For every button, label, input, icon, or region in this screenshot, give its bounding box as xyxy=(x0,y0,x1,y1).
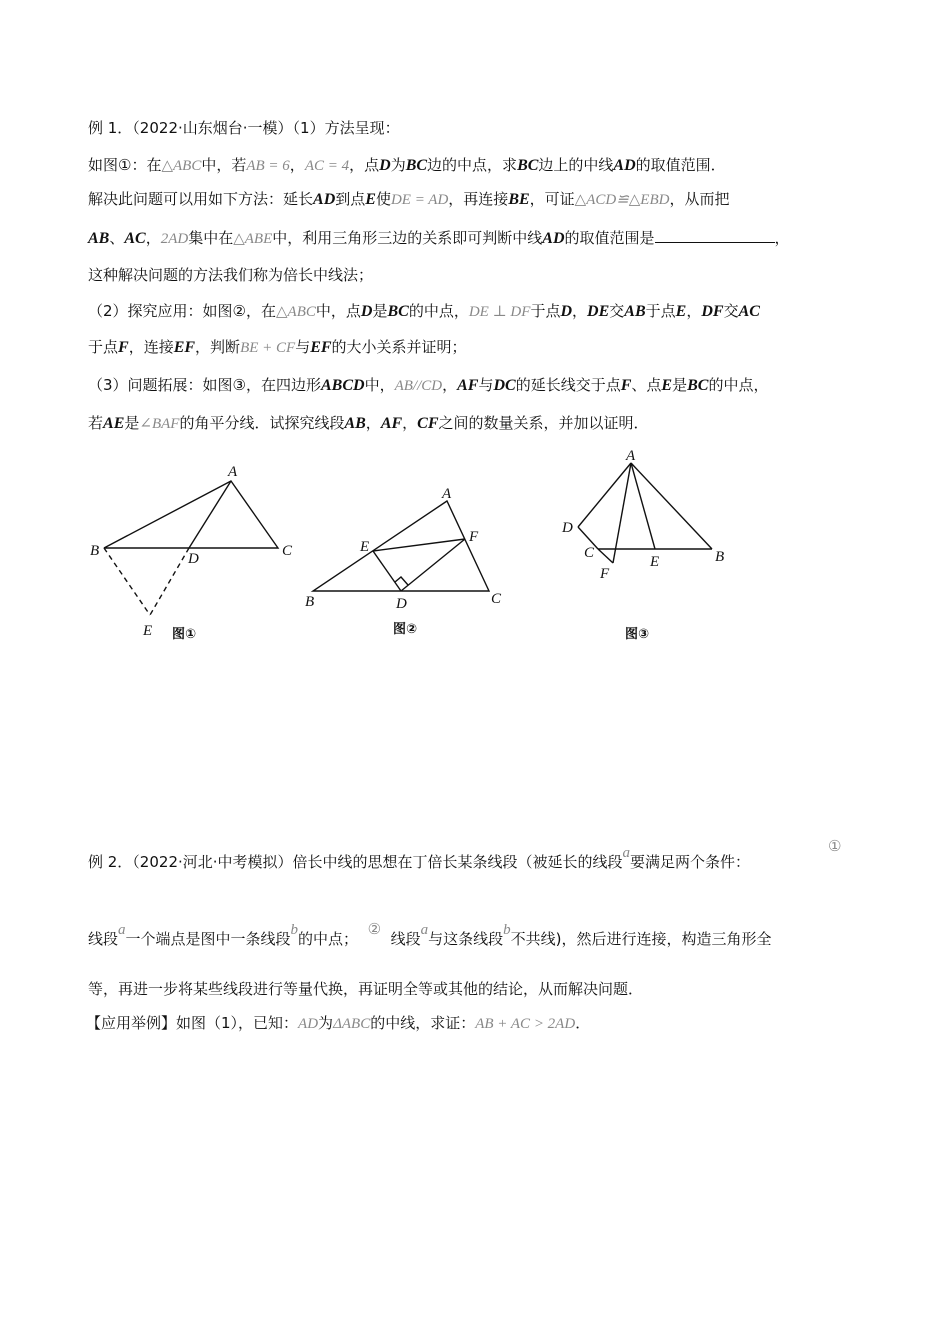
fig1-label-c: C xyxy=(282,543,293,559)
fig3-label-f: F xyxy=(600,566,610,582)
ex2-line-4: 【应用举例】如图（1），已知：AD为ΔABC的中线，求证：AB + AC > 2AD． xyxy=(86,1014,591,1032)
ex1-line-7: 于点F，连接EF，判断BE + CF与EF的大小关系并证明； xyxy=(88,338,467,356)
fig2-label-d: D xyxy=(396,596,407,612)
fig3-label-e: E xyxy=(650,554,660,570)
fig3-label-c: C xyxy=(584,545,595,561)
ex1-line-5: 这种解决问题的方法我们称为倍长中线法； xyxy=(88,266,374,284)
figure-3 xyxy=(578,463,712,563)
ex1-line-9: 若AE是∠BAF的角平分线．试探究线段AB，AF，CF之间的数量关系，并加以证明． xyxy=(88,414,649,432)
fig1-triangle-abc xyxy=(104,481,278,548)
fig1-label-e: E xyxy=(143,623,153,639)
ex1-line-3: 解决此问题可以用如下方法：延长AD到点E使DE = AD，再连接BE，可证△ACD≌△EBD，从而把 xyxy=(88,190,730,208)
fig3-label-d: D xyxy=(562,520,573,536)
circle-one-marker: ① xyxy=(828,837,842,855)
ex2-line-1: 例 2．（2022·河北·中考模拟）倍长中线的思想在丁倍长某条线段（被延长的线段a要满足两个条件： xyxy=(88,845,751,871)
fig2-label-a: A xyxy=(442,486,452,502)
ex1-line-8: （3）问题拓展：如图③，在四边形ABCD中，AB//CD，AF与DC的延长线交于点F、点E是BC的中点， xyxy=(88,376,769,394)
fig2-segment-de xyxy=(373,551,401,591)
fig2-label-e: E xyxy=(360,539,370,555)
answer-blank[interactable] xyxy=(655,228,775,243)
fig2-right-angle-mark xyxy=(395,577,408,585)
fig3-segment-af xyxy=(613,463,631,563)
fig1-label-a: A xyxy=(228,464,238,480)
ex1-line-4: AB、AC，2AD集中在△ABE中，利用三角形三边的关系即可判断中线AD的取值范围是 ， xyxy=(88,229,790,247)
fig2-label-f: F xyxy=(469,529,479,545)
fig3-label-a: A xyxy=(626,448,636,464)
fig1-segment-be xyxy=(104,548,150,615)
ex2-line-3: 等，再进一步将某些线段进行等量代换，再证明全等或其他的结论，从而解决问题． xyxy=(88,980,644,998)
ex1-line-1: 例 1．（2022·山东烟台·一模）（1）方法呈现： xyxy=(88,119,400,137)
fig3-segment-cf xyxy=(598,549,613,563)
fig2-label-b: B xyxy=(305,594,315,610)
ex2-line-2: 线段a一个端点是图中一条线段b的中点； ② 线段a与这条线段b不共线)，然后进行连接，构造三角形全 xyxy=(88,920,772,948)
fig3-label-b: B xyxy=(715,549,725,565)
fig1-label-d: D xyxy=(188,551,199,567)
figure-2 xyxy=(313,501,489,591)
fig3-segment-ad xyxy=(578,463,631,527)
fig2-label-c: C xyxy=(491,591,502,607)
figures-area xyxy=(0,445,950,665)
ex1-line-6: （2）探究应用：如图②，在△ABC中，点D是BC的中点，DE ⊥ DF于点D，DE交AB于点E，DF交AC xyxy=(88,302,760,320)
fig1-label-b: B xyxy=(90,543,100,559)
fig1-median-ad xyxy=(189,481,231,548)
ex1-line-2: 如图①：在△ABC中，若AB = 6，AC = 4，点D为BC边的中点，求BC边上的中线AD的取值范围． xyxy=(88,156,726,174)
figure-1 xyxy=(104,481,278,615)
fig3-caption: 图③ xyxy=(625,627,650,642)
fig1-segment-de xyxy=(150,548,189,615)
fig1-caption: 图① xyxy=(172,627,197,642)
fig2-caption: 图② xyxy=(393,622,418,637)
